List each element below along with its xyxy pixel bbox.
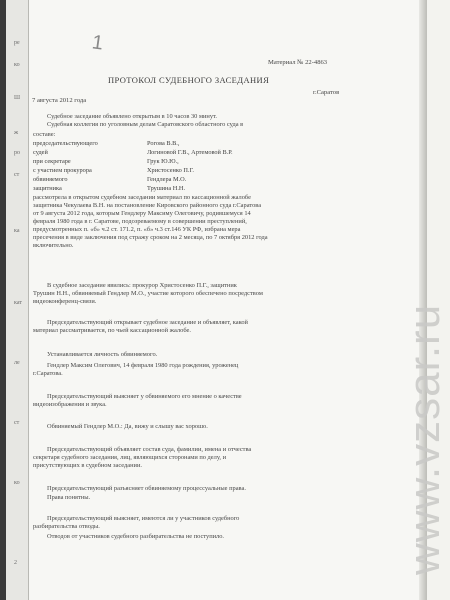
page-number-mark: 1 [90,31,105,55]
watermark-text: www.vzsar.ru [400,303,449,575]
paragraph-line: видеоизображения и звука. [33,401,107,408]
paragraph-line: В судебное заседание явились: прокурор Христосенко П.Г., защитник [47,282,237,289]
paragraph-line: Устанавливается личность обвиняемого. [47,351,158,358]
case-number: Материал № 22-4863 [268,59,328,66]
paragraph-line: присутствующих в судебном заседании. [33,462,142,469]
court-member: Логиновой Г.В., Артемовой В.Р. [147,149,233,156]
court-member: Христосенко П.Г. [147,167,194,174]
document-date: 7 августа 2012 года [32,97,87,104]
paragraph-line: Обвиняемый Гендлер М.О.: Да, вижу и слышу вас хорошо. [47,423,208,430]
adjacent-page-text: ж [14,130,19,136]
adjacent-page-text: ко [14,480,20,486]
adjacent-page-text: ле [14,360,20,366]
adjacent-page-text: кат [14,300,22,306]
intro-line: Судебное заседание объявлено открытым в 10 часов 30 минут. [47,113,217,120]
court-member: Трушина Н.Н. [147,185,186,192]
court-member: Гендлера М.О. [147,176,187,183]
paragraph-line: Председательствующий объявляет состав суда, фамилии, имена и отчества [47,446,252,453]
paragraph-line: г.Саратова. [33,370,63,377]
court-role: председательствующего [33,140,98,147]
adjacent-page-text: ро [14,150,20,156]
adjacent-page-text: ст [14,420,20,426]
document-title: ПРОТОКОЛ СУДЕБНОГО ЗАСЕДАНИЯ [108,75,270,85]
paragraph-line: Права понятны. [47,494,91,501]
paragraph-line: Председательствующий разъясняет обвиняемому процессуальные права. [47,485,246,492]
adjacent-page-text: ка [14,228,20,234]
city: г.Саратов [313,89,340,96]
court-role: защитника [33,185,62,192]
paragraph-line: февраля 1980 года в г. Саратове, подозреваемому в совершении преступлений, [33,218,247,225]
paragraph-line: Отводов от участников судебного разбирательства не поступило. [47,533,225,540]
paragraph-line: предусмотренных п. «б» ч.2 ст. 171.2, п. «б» ч.3 ст.146 УК РФ, избрана мера [33,226,241,233]
paragraph-line: Председательствующий выясняет, имеются ли у участников судебного [47,515,240,522]
watermark [352,200,449,580]
paragraph-line: видеоконференц-связи. [33,298,97,305]
paragraph-line: секретаря судебного заседания, лиц, являющихся сторонами по делу, и [33,454,227,461]
intro-line: составе: [33,131,56,138]
paragraph-line: рассмотрела в открытом судебном заседании материал по кассационной жалобе [33,194,251,201]
paragraph-line: Трушин Н.Н., обвиняемый Гендлер М.О., участие которого обеспечено посредством [33,290,263,297]
paragraph-line: включительно. [33,242,74,249]
court-role: с участием прокурора [33,167,92,174]
court-member: Грук Ю.Ю., [147,158,179,165]
paragraph-line: защитника Чекулаева В.Н. на постановление Кировского районного суда г.Саратова [33,202,262,209]
paragraph-line: Председательствующий открывает судебное заседание и объявляет, какой [47,319,248,326]
adjacent-page-text: ре [14,40,20,46]
court-role: при секретаре [33,158,71,165]
court-role: обвиняемого [33,176,68,183]
paragraph-line: пресечения в виде заключения под стражу сроком на 2 месяца, по 7 октября 2012 года [33,234,268,241]
intro-line: Судебная коллегия по уголовным делам Саратовского областного суда в [47,121,244,128]
paragraph-line: от 9 августа 2012 года, которым Гендлеру Максиму Олеговичу, родившемуся 14 [33,210,251,217]
adjacent-page-text: ко [14,62,20,68]
court-member: Рогова В.В., [147,140,180,147]
adjacent-page-text: 2 [14,560,17,566]
court-role: судей [33,149,48,156]
paragraph-line: разбирательства отводы. [33,523,100,530]
paragraph-line: Председательствующий выясняет у обвиняемого его мнение о качестве [47,393,242,400]
paragraph-line: материал рассматривается, по чьей кассационной жалобе. [33,327,191,334]
paragraph-line: Гендлер Максим Олегович, 14 февраля 1980 года рождения, уроженец [47,362,239,369]
adjacent-page-text: ст [14,172,20,178]
adjacent-page-text: Ш [14,95,21,101]
